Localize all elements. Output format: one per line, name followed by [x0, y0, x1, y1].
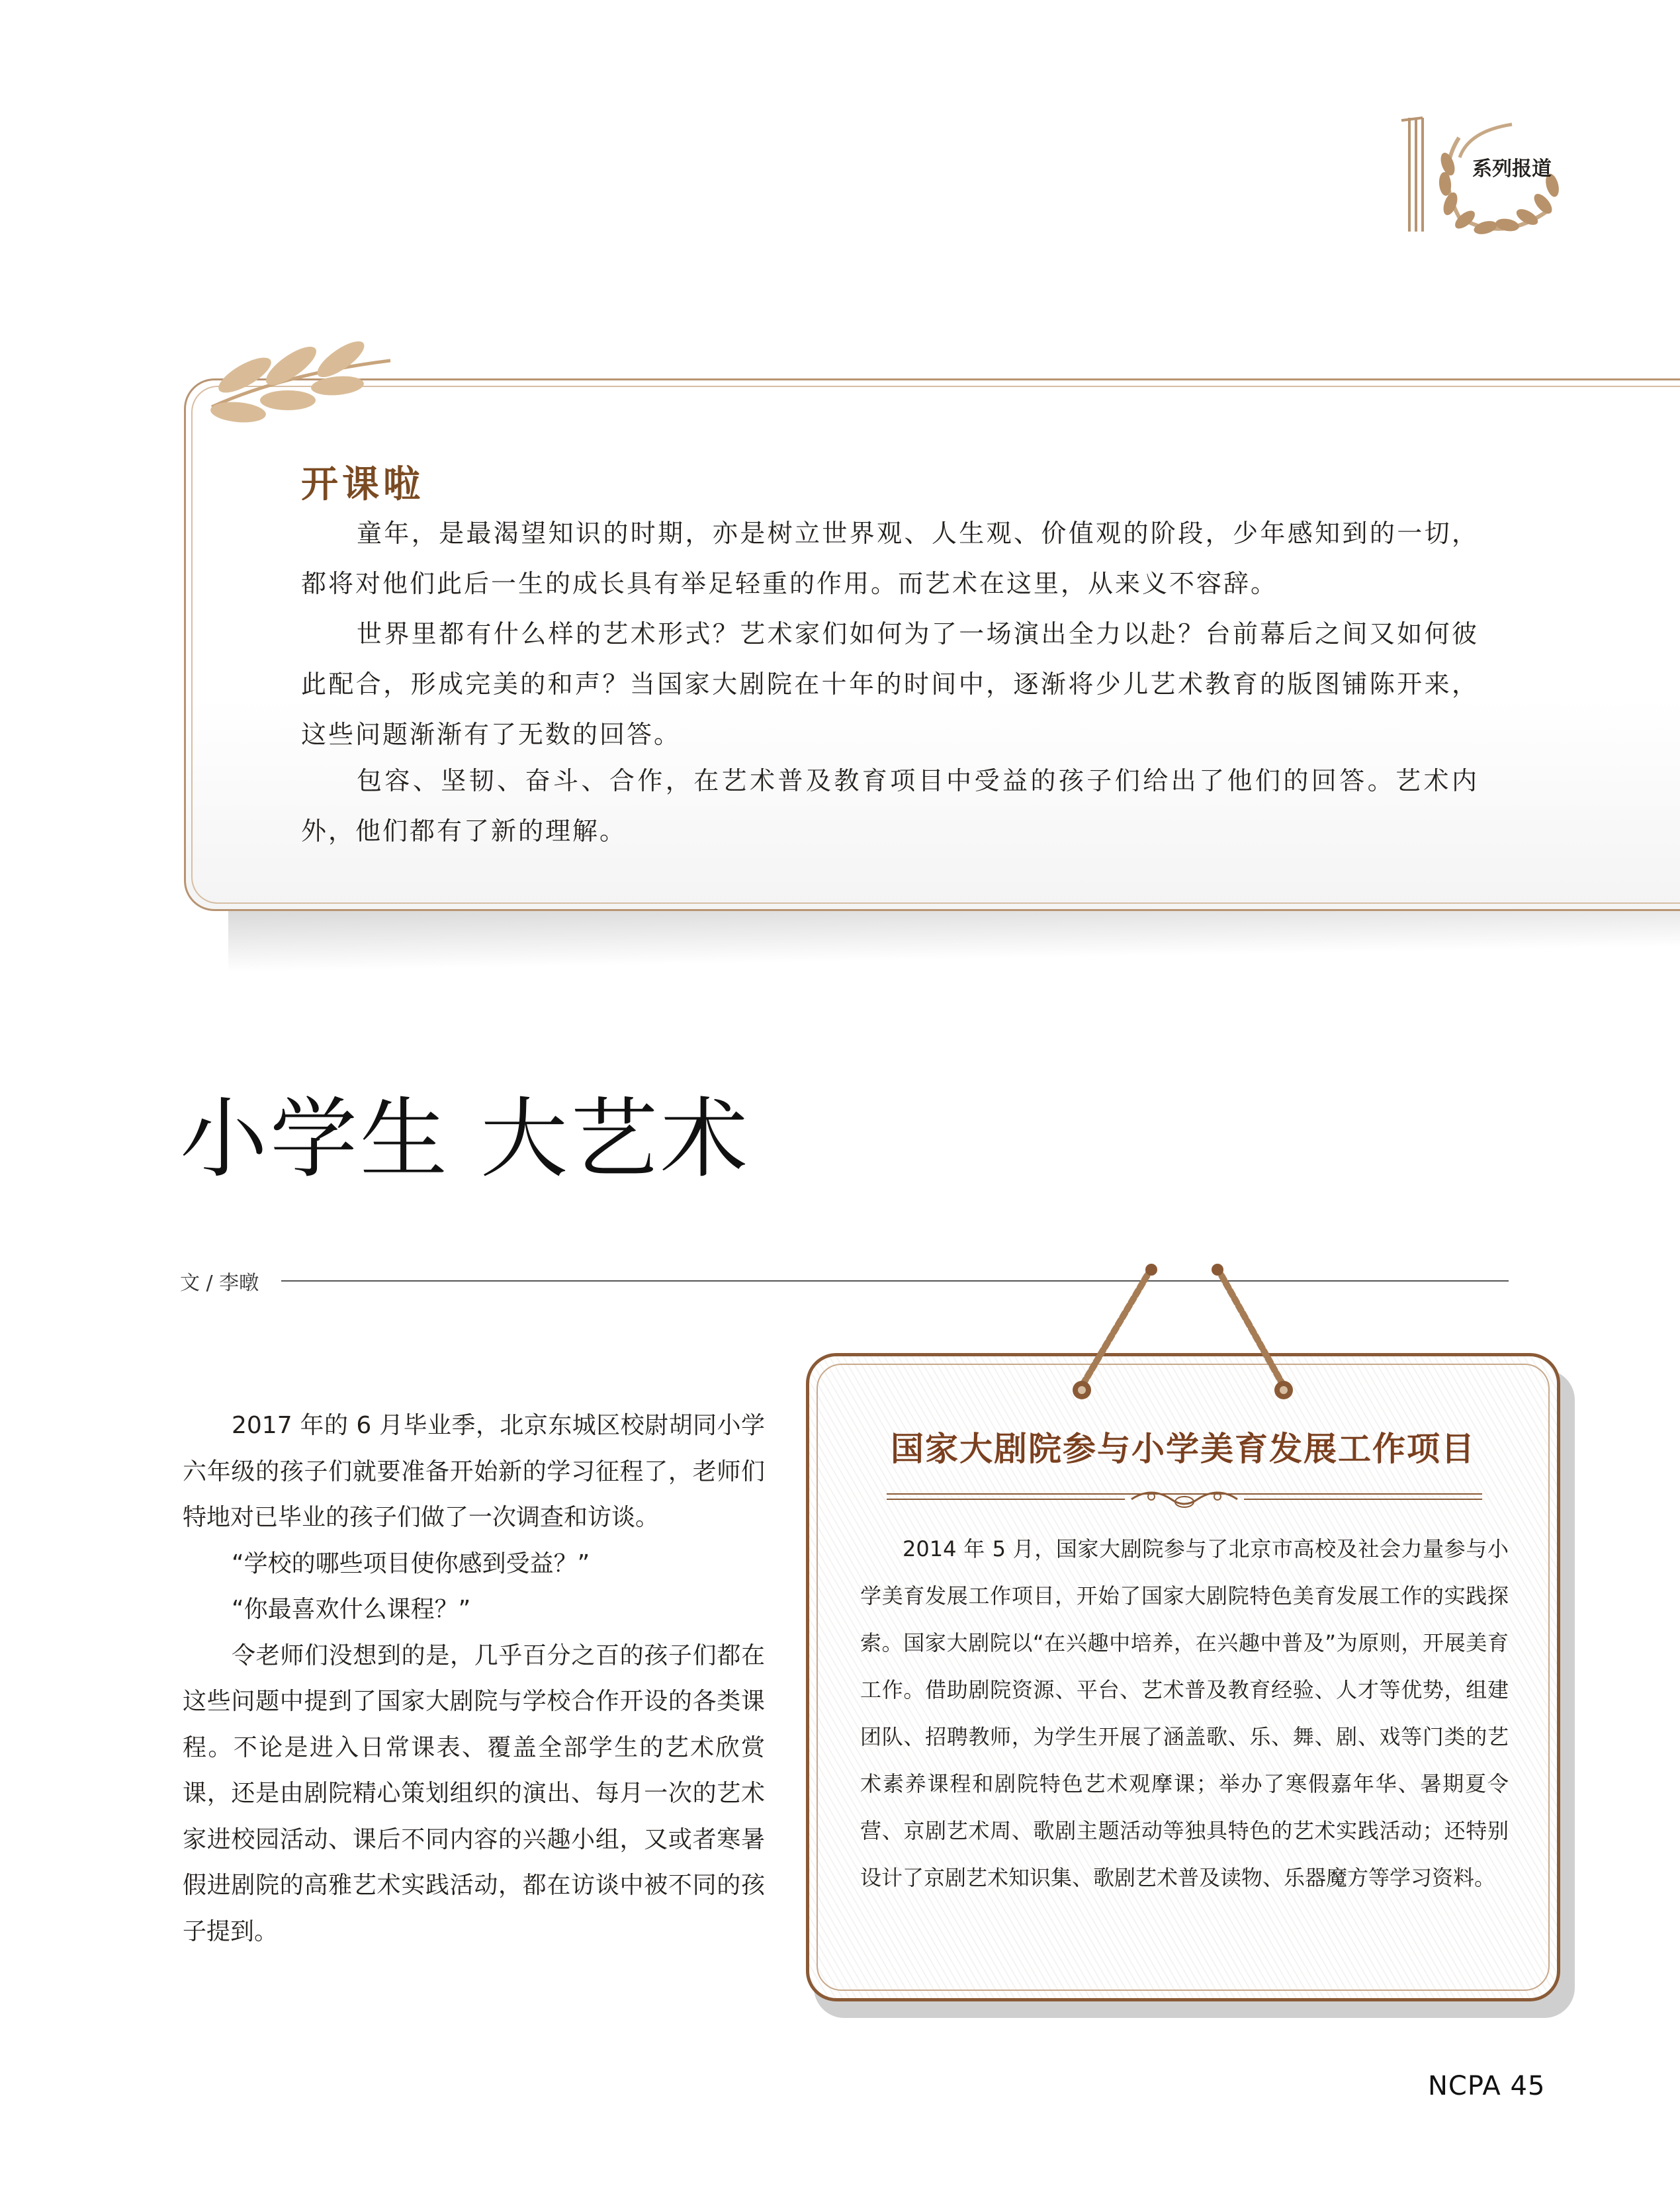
series-badge: [1396, 111, 1575, 237]
body-paragraph-3: “你最喜欢什么课程？”: [232, 1596, 471, 1623]
article-body: [183, 1403, 765, 1954]
byline-divider: [281, 1280, 1509, 1282]
body-paragraph-1: 2017 年的 6 月毕业季，北京东城区校尉胡同小学六年级的孩子们就要准备开始新的学习征程了，老师们特地对已毕业的孩子们做了一次调查和访谈。: [183, 1412, 765, 1531]
intro-paragraph-1: 童年，是最渴望知识的时期，亦是树立世界观、人生观、价值观的阶段，少年感知到的一切，都将对他们此后一生的成长具有举足轻重的作用。而艺术在这里，从来义不容辞。: [301, 519, 1479, 598]
article-headline: 小学生 大艺术: [180, 1088, 750, 1190]
intro-paragraph-3: 包容、坚韧、奋斗、合作，在艺术普及教育项目中受益的孩子们给出了他们的回答。艺术内外，他们都有了新的理解。: [301, 766, 1479, 846]
sidebar-title: 国家大剧院参与小学美育发展工作项目: [891, 1429, 1476, 1468]
body-paragraph-2: “学校的哪些项目使你感到受益？”: [232, 1550, 590, 1577]
intro-title: 开课啦: [301, 463, 424, 506]
ornament-divider-icon: [887, 1482, 1482, 1515]
wheat-leaves-icon: [199, 334, 397, 427]
sidebar-paragraph: 2014 年 5 月，国家大剧院参与了北京市高校及社会力量参与小学美育发展工作项目，开始了国家大剧院特色美育发展工作的实践探索。国家大剧院以“在兴趣中培养，在兴趣中普及”为原则，开展美育工作。借助剧院资源、平台、艺术普及教育经验、人才等优势，组建团队、招聘教师，为学生开展了涵盖歌、乐、舞、剧、戏等门类的艺术素养课程和剧院特色艺术观摩课；举办了寒假嘉年华、暑期夏令营、京剧艺术周、歌剧主题活动等独具特色的艺术实践活动；还特别设计了京剧艺术知识集、歌剧艺术普及读物、乐器魔方等学习资料。: [860, 1536, 1509, 1890]
magazine-name: NCPA: [1428, 2071, 1501, 2101]
hanging-rope-icon: [1032, 1260, 1310, 1413]
sidebar-body: [860, 1526, 1509, 1902]
body-paragraph-4: 令老师们没想到的是，几乎百分之百的孩子们都在这些问题中提到了国家大剧院与学校合作开设的各类课程。不论是进入日常课表、覆盖全部学生的艺术欣赏课，还是由剧院精心策划组织的演出、每月一次的艺术家进校园活动、课后不同内容的兴趣小组，又或者寒暑假进剧院的高雅艺术实践活动，都在访谈中被不同的孩子提到。: [183, 1641, 765, 1945]
byline: 文 / 李暾: [180, 1272, 259, 1295]
page-footer: [1428, 2071, 1545, 2101]
page-number: 45: [1510, 2071, 1546, 2101]
intro-paragraph-2: 世界里都有什么样的艺术形式？艺术家们如何为了一场演出全力以赴？台前幕后之间又如何彼此配合，形成完美的和声？当国家大剧院在十年的时间中，逐渐将少儿艺术教育的版图铺陈开来，这些问题渐渐有了无数的回答。: [301, 619, 1479, 749]
series-label: 系列报道: [1472, 157, 1552, 181]
